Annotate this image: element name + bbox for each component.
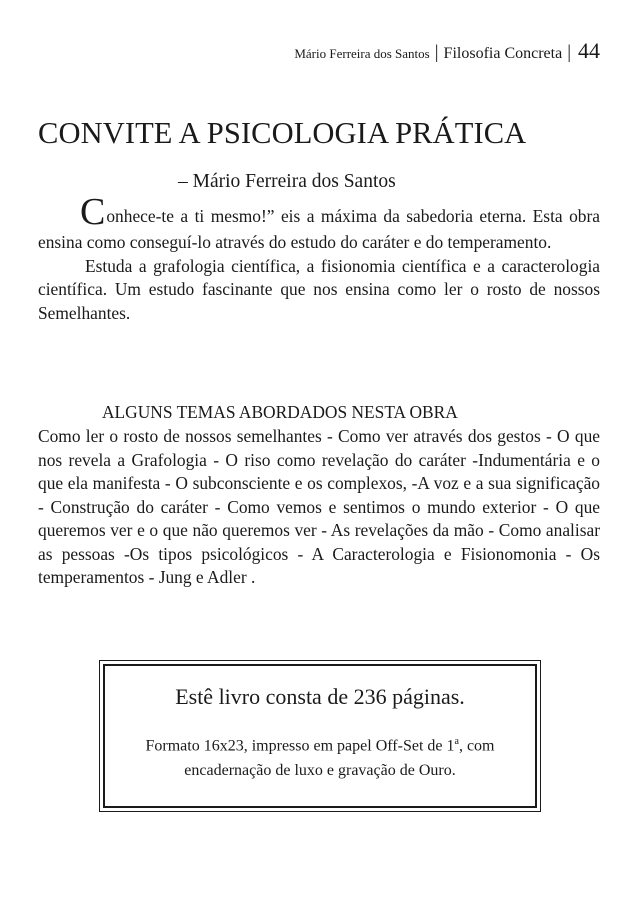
drop-cap: C <box>80 191 106 233</box>
article-byline: – Mário Ferreira dos Santos <box>178 171 396 192</box>
intro-paragraph-1 <box>38 193 600 255</box>
intro-paragraph-1-text: onhece-te a ti mesmo!” eis a máxima da sabedoria eterna. Esta obra ensina como conseguí-lo através do estudo do caráter e do temperamento. <box>38 206 600 252</box>
intro-paragraph-2: Estuda a grafologia científica, a fisionomia científica e a caracterologia científica. Um estudo fascinante que nos ensina como ler o rosto de nossos Semelhantes. <box>38 255 600 323</box>
info-box <box>99 660 541 812</box>
page-count-line: Estê livro consta de 236 páginas. <box>175 684 465 709</box>
info-box-inner <box>103 664 537 808</box>
topics-heading: ALGUNS TEMAS ABORDADOS NESTA OBRA <box>102 402 458 422</box>
ordinal-superscript: a <box>454 736 459 748</box>
format-text-part-1: Formato 16x23, impresso em papel Off-Set de 1 <box>145 737 455 755</box>
running-header <box>294 38 600 64</box>
topics-paragraph: Como ler o rosto de nossos semelhantes - Como ver através dos gestos - O que nos revela a Grafologia - O riso como revelação do caráter -Indumentária e o que ela manifesta - O subconsciente e os complexos, -A voz e a sua significação - Construção do caráter - Como vemos e sentimos o mundo exterior - O que queremos ver e o que não queremos ver - As revelações da mão - Como analisar as pessoas -Os tipos psicológicos - A Caracterologia e Fisionomonia - Os temperamentos - Jung e Adler . <box>38 426 600 587</box>
intro-text <box>38 193 600 325</box>
header-separator: | <box>567 42 571 63</box>
header-separator: | <box>434 42 439 63</box>
header-author: Mário Ferreira dos Santos <box>294 46 430 61</box>
format-text-part-2: , com encadernação de luxo e gravação de Ouro. <box>184 737 495 779</box>
header-book-title: Filosofia Concreta <box>443 45 563 62</box>
article-title: CONVITE A PSICOLOGIA PRÁTICA <box>38 116 527 150</box>
header-page-number: 44 <box>578 38 600 63</box>
topics-text <box>38 425 600 590</box>
format-description <box>119 730 521 782</box>
